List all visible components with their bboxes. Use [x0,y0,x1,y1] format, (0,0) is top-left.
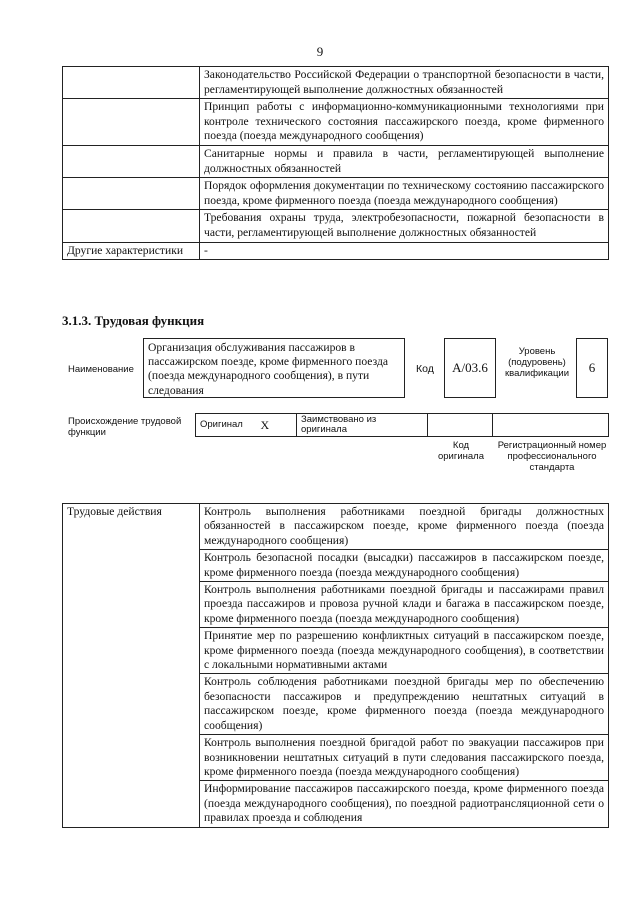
table-row [63,145,609,177]
action-item: Контроль выполнения работниками поездной бригады и пассажирами правил проезда пассажиров и провоза ручной клади и багажа в пассажирском поезде, кроме фирменного поезда (поезда международного сообщения) [200,582,609,628]
knowledge-table [62,66,609,260]
table-row [63,99,609,146]
page-number: 9 [316,44,324,59]
row-text: Порядок оформления документации по техническому состоянию пассажирского поезда, кроме фирменного поезда (поезда международного сообщения) [200,178,609,210]
row-text: - [200,242,609,260]
table-row [63,178,609,210]
row-text: Санитарные нормы и правила в части, регламентирующей выполнение должностных обязанностей [200,145,609,177]
action-item: Контроль соблюдения работниками поездной бригады мер по обеспечению безопасности пассажиров и предупреждению нештатных ситуаций в пассажирском поезде, кроме фирменного поезда (поезда международного сообщения) [200,674,609,735]
reg-number-cell [493,414,609,437]
table-row [63,67,609,99]
origin-table [195,413,609,437]
row-text: Законодательство Российской Федерации о транспортной безопасности в части, регламентирующей выполнение должностных обязанностей [200,67,609,99]
action-item: Контроль выполнения работниками поездной бригады должностных обязанностей в пассажирском поезде, кроме фирменного поезда (поезда международного сообщения) [200,504,609,550]
action-item: Контроль безопасной посадки (высадки) пассажиров в пассажирском поезде, кроме фирменного поезда (поезда международного сообщения) [200,550,609,582]
row-text: Требования охраны труда, электробезопасности, пожарной безопасности в части, регламентирующей выполнение должностных обязанностей [200,210,609,242]
table-row [63,210,609,242]
actions-label: Трудовые действия [63,504,200,828]
borrowed-label: Заимствовано из оригинала [297,414,428,437]
function-name-box: Организация обслуживания пассажиров в пассажирском поезде, кроме фирменного поезда (поезда международного сообщения), в пути следования [143,338,405,398]
row-label [63,99,200,146]
original-label: Оригинал [196,414,257,437]
code-box: A/03.6 [444,338,496,398]
action-item: Контроль выполнения поездной бригадой работ по эвакуации пассажиров при возникновении нештатных ситуаций в пути следования пассажирского поезда, кроме фирменного поезда (поезда международного сообщения) [200,735,609,781]
row-label [63,145,200,177]
name-label: Наименование [68,364,134,375]
action-item: Информирование пассажиров пассажирского поезда, кроме фирменного поезда (поезда международного сообщения), по поездной радиотрансляционной сети о правилах проезда и соблюдения [200,781,609,827]
level-box: 6 [576,338,608,398]
reg-number-caption: Регистрационный номер профессионального стандарта [497,440,607,473]
row-label [63,210,200,242]
origin-label: Происхождение трудовой функции [68,416,182,438]
table-row [63,504,609,550]
row-text: Принцип работы с информационно-коммуникационными технологиями при контроле технического состояния пассажирского поезда, кроме фирменного поезда (поезда международного сообщения) [200,99,609,146]
code-label: Код [416,363,434,375]
section-title: 3.1.3. Трудовая функция [62,313,205,328]
row-label: Другие характеристики [63,242,200,260]
actions-clip [62,503,610,880]
level-label: Уровень (подуровень) квалификации [504,346,570,379]
table-row [63,242,609,260]
actions-table [62,503,609,828]
row-label [63,67,200,99]
code-original-cell [428,414,493,437]
action-item: Принятие мер по разрешению конфликтных ситуаций в пассажирском поезде, кроме фирменного поезда (поезда международного сообщения), в соответствии с локальными нормативными актами [200,628,609,674]
original-mark: X [257,414,297,437]
row-label [63,178,200,210]
code-original-caption: Код оригинала [437,440,484,462]
